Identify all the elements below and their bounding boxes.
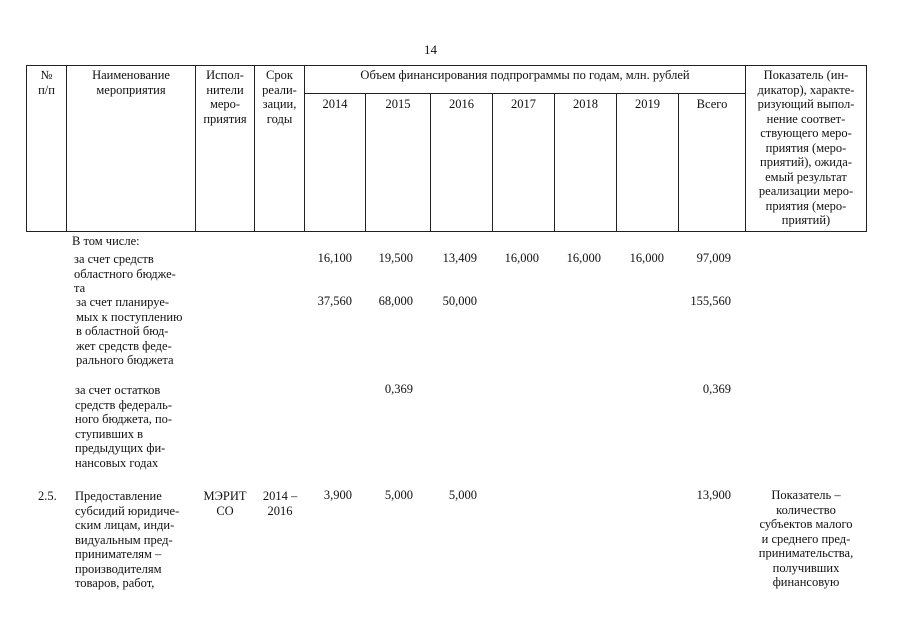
header-year-2014: 2014 [322, 97, 348, 111]
row-25-executor: МЭРИТ СО [203, 489, 247, 518]
row-remains-2015: 0,369 [384, 382, 413, 396]
row-regional-2014: 16,100 [317, 251, 352, 265]
header-activity-name: Наименование мероприятия [92, 68, 170, 97]
header-term: Срок реали- зации, годы [262, 68, 297, 126]
row-remains-label: за счет остатков средств федераль- ного бюджета, по- ступивших в предыдущих фи- нансовых годах [75, 383, 173, 470]
row-remains-total: 0,369 [702, 382, 731, 396]
row-regional-2016: 13,409 [442, 251, 477, 265]
row-25-2015: 5,000 [384, 488, 413, 502]
row-regional-2018: 16,000 [566, 251, 601, 265]
row-planned-label: за счет планируе- мых к поступлению в областной бюд- жет средств феде- рального бюджета [76, 295, 183, 367]
row-25-2016: 5,000 [448, 488, 477, 502]
header-year-2015: 2015 [385, 97, 411, 111]
row-planned-2014: 37,560 [317, 294, 352, 308]
row-25-label: Предоставление субсидий юридиче- ским лицам, инди- видуальным пред- принимателям – производителям товаров, работ, [75, 489, 180, 590]
header-year-2018: 2018 [573, 97, 598, 111]
row-regional-2019: 16,000 [629, 251, 664, 265]
row-25-2014: 3,900 [323, 488, 352, 502]
header-total: Всего [696, 97, 728, 111]
header-year-2017: 2017 [511, 97, 536, 111]
row-25-indicator: Показатель – количество субъектов малого и среднего пред- принимательства, получивших финансовую [758, 488, 854, 589]
row-planned-total: 155,560 [690, 294, 731, 308]
header-executors: Испол- нители меро- приятия [203, 68, 247, 126]
row-regional-2017: 16,000 [504, 251, 539, 265]
row-regional-total: 97,009 [696, 251, 731, 265]
header-year-2016: 2016 [449, 97, 474, 111]
row-planned-2015: 68,000 [378, 294, 413, 308]
header-financing-volume: Объем финансирования подпрограммы по годам, млн. рублей [360, 68, 690, 82]
header-indicator: Показатель (ин- дикатор), характе- ризующий выпол- нение соответ- ствующего меро- приятия (меро- приятий), ожида- емый результат реализации меро- приятия (меро- приятий) [757, 68, 855, 227]
page-number: 14 [424, 42, 437, 57]
row-regional-2015: 19,500 [378, 251, 413, 265]
header-number: № п/п [38, 68, 55, 97]
header-year-2019: 2019 [635, 97, 660, 111]
row-25-number: 2.5. [38, 489, 57, 503]
row-25-total: 13,900 [696, 488, 731, 502]
row-25-term: 2014 – 2016 [262, 489, 298, 518]
row-regional-label: за счет средств областного бюдже- та [74, 252, 176, 295]
row-including-label: В том числе: [72, 234, 140, 248]
row-planned-2016: 50,000 [442, 294, 477, 308]
